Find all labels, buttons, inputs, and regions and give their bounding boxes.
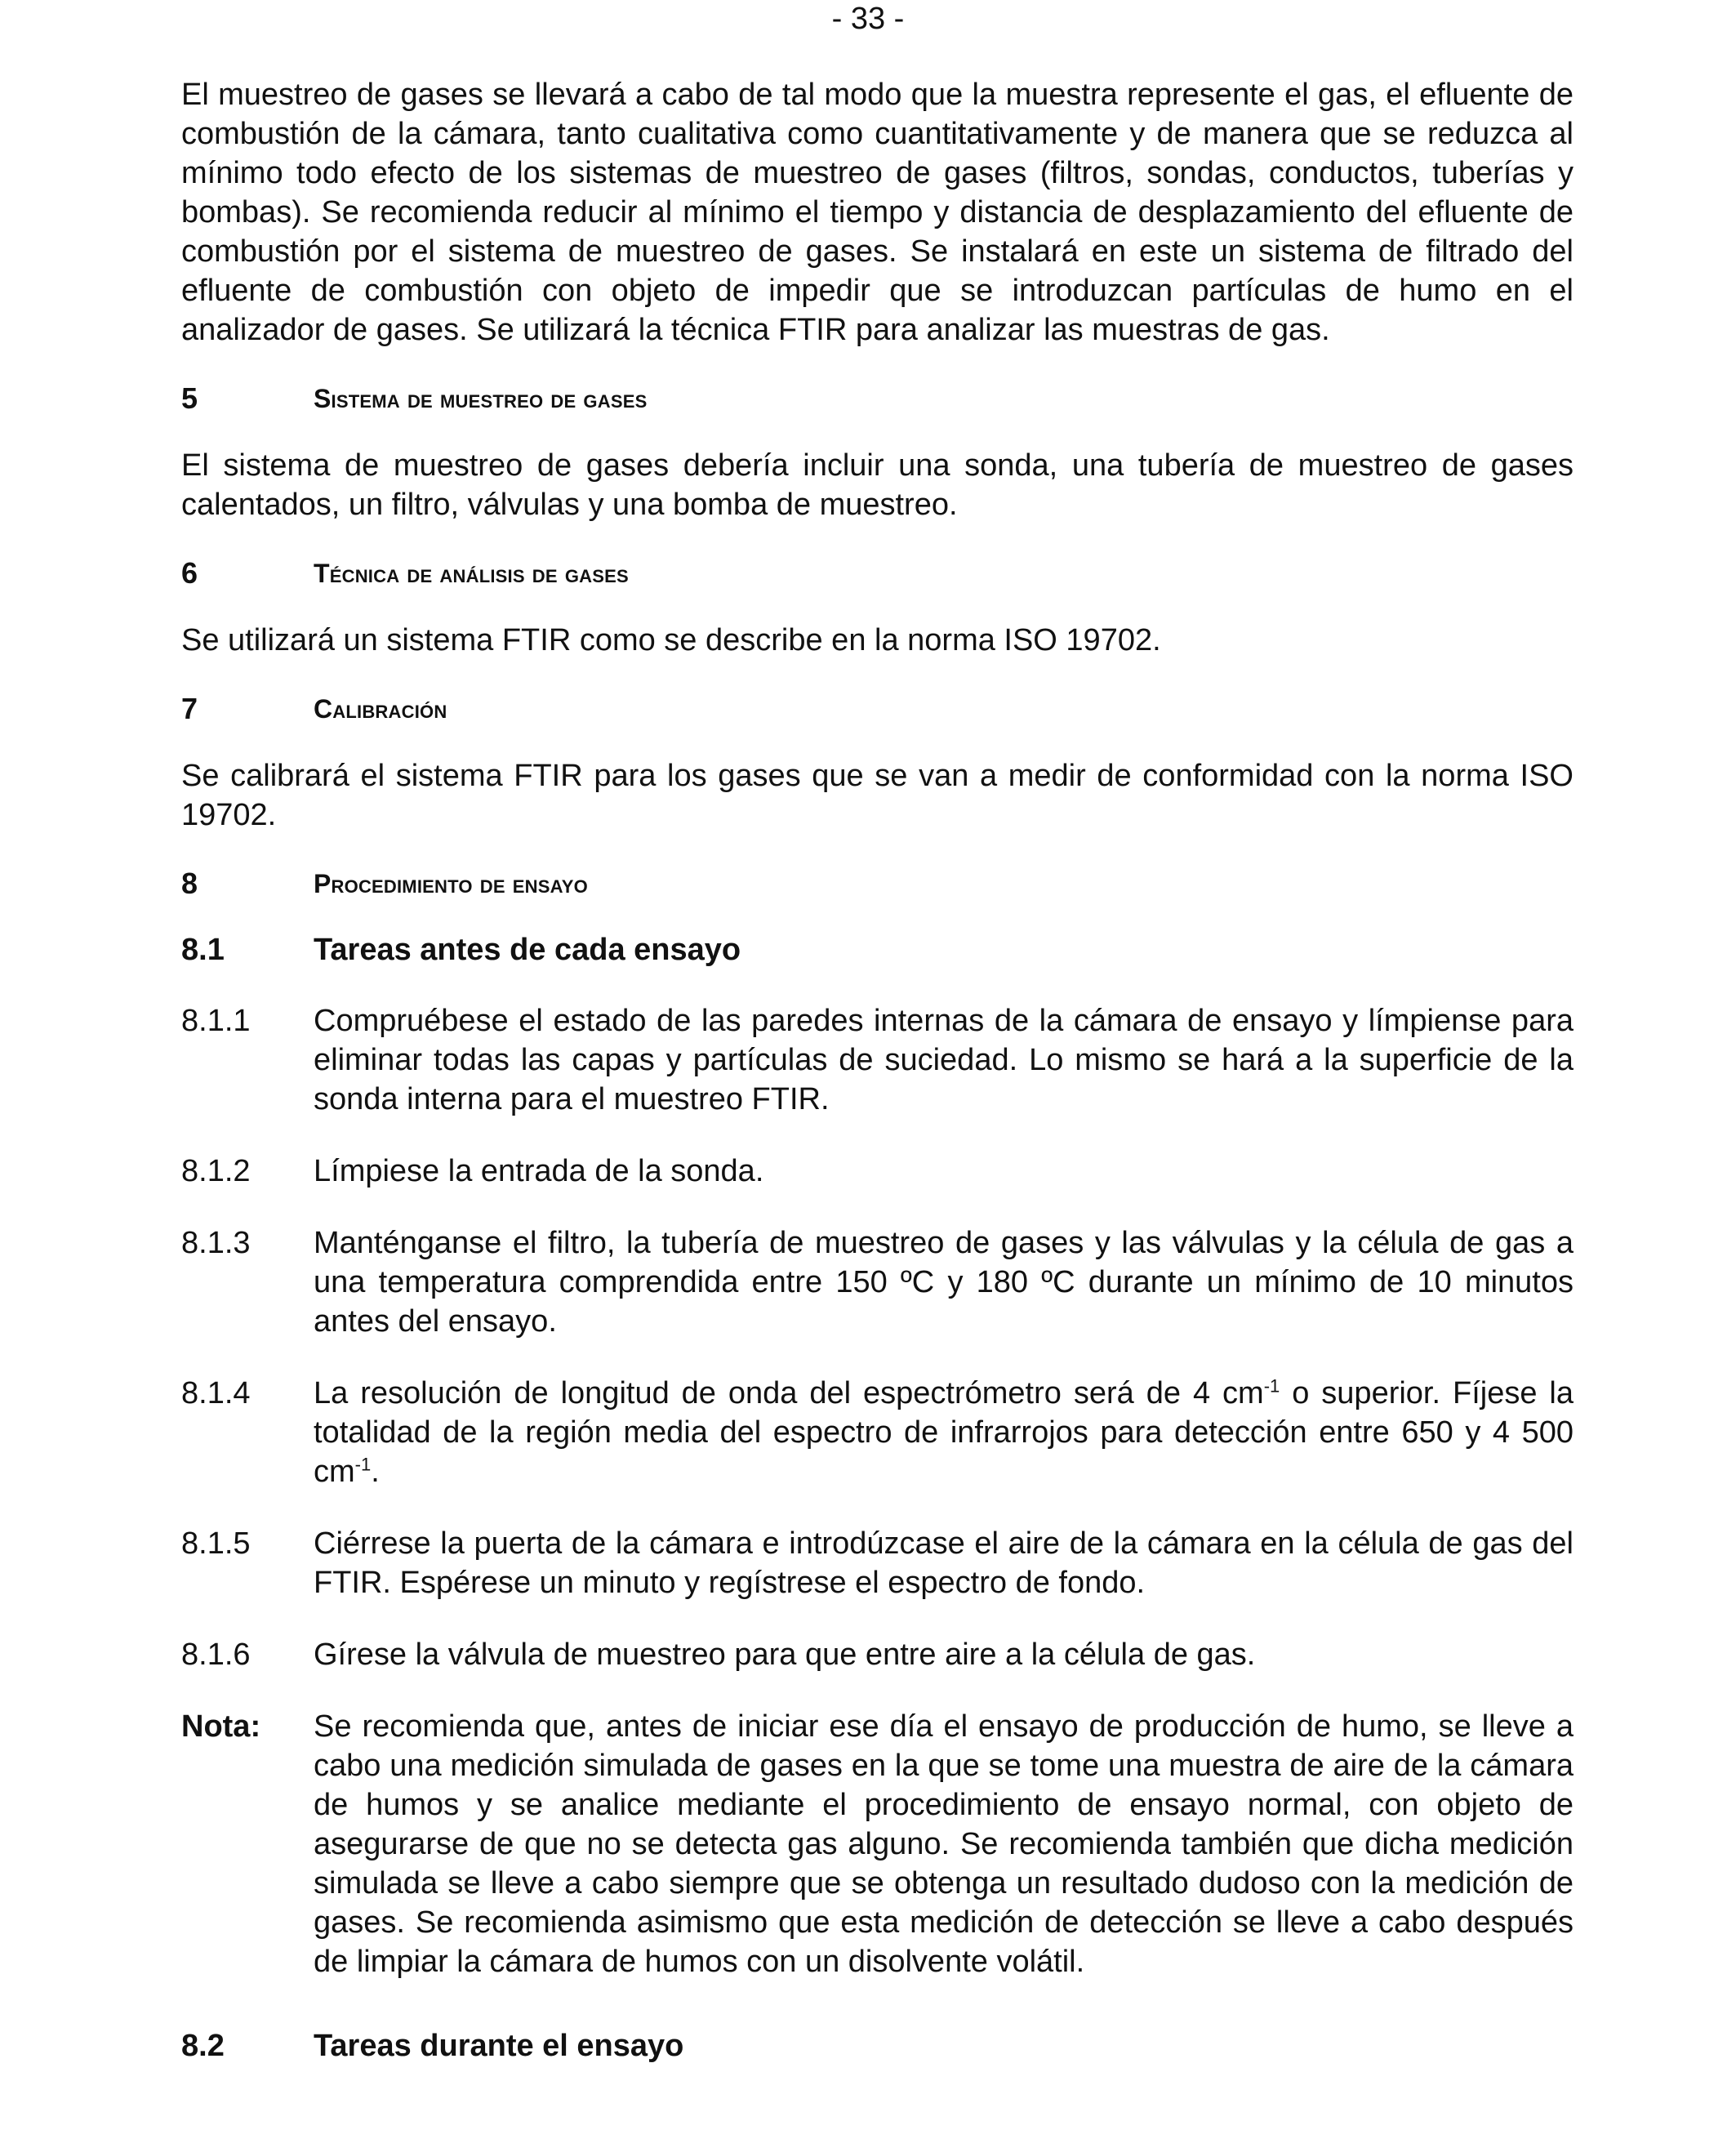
note-label: Nota:: [181, 1709, 261, 1744]
note-block: [181, 1707, 1574, 1981]
item-number: 8.1.1: [181, 1004, 251, 1038]
item-number: 8.1.5: [181, 1526, 251, 1561]
page-number: - 33 -: [831, 2, 905, 36]
item-number: 8.1.4: [181, 1376, 251, 1410]
subsection-heading-8-2: [181, 2027, 1574, 2065]
section-heading-7: [181, 693, 1574, 725]
item-text: Ciérrese la puerta de la cámara e introdúzcase el aire de la cámara en la célula de gas del FTIR. Espérese un minuto y regístrese el espectro de fondo.: [314, 1526, 1574, 1600]
intro-paragraph: El muestreo de gases se llevará a cabo de tal modo que la muestra represente el gas, el efluente de combustión de la cámara, tanto cualitativa como cuantitativamente y de manera que se reduzca al mínimo todo efecto de los sistemas de muestreo de gases (filtros, sondas, conductos, tuberías y bombas). Se recomienda reducir al mínimo el tiempo y distancia de desplazamiento del efluente de combustión por el sistema de muestreo de gases. Se instalará en este un sistema de filtrado del efluente de combustión con objeto de impedir que se introduzcan partículas de humo en el analizador de gases. Se utilizará la técnica FTIR para analizar las muestras de gas.: [181, 78, 1574, 347]
item-text-part: .: [371, 1455, 380, 1489]
section-number: 6: [181, 556, 198, 590]
section-5-paragraph: El sistema de muestreo de gases debería incluir una sonda, una tubería de muestreo de gases calentados, un filtro, válvulas y una bomba de muestreo.: [181, 448, 1574, 522]
item-text: Manténganse el filtro, la tubería de muestreo de gases y las válvulas y la célula de gas a una temperatura comprendida entre 150 ºC y 180 ºC durante un mínimo de 10 minutos antes del ensayo.: [314, 1226, 1574, 1339]
section-heading-6: [181, 557, 1574, 590]
section-title: Calibración: [314, 694, 447, 724]
superscript: -1: [1263, 1375, 1280, 1397]
section-title: Procedimiento de ensayo: [314, 869, 588, 898]
item-text: Gírese la válvula de muestreo para que entre aire a la célula de gas.: [314, 1638, 1256, 1672]
item-text-part: La resolución de longitud de onda del espectrómetro será de 4 cm: [314, 1376, 1264, 1410]
subsection-title: Tareas durante el ensayo: [314, 2029, 684, 2063]
section-6-paragraph: Se utilizará un sistema FTIR como se describe en la norma ISO 19702.: [181, 623, 1161, 657]
item-8-1-6: [181, 1635, 1574, 1674]
item-number: 8.1.3: [181, 1226, 251, 1260]
subsection-title: Tareas antes de cada ensayo: [314, 933, 741, 967]
item-8-1-3: [181, 1223, 1574, 1341]
section-heading-5: [181, 382, 1574, 415]
item-text: Compruébese el estado de las paredes internas de la cámara de ensayo y límpiense para eliminar todas las capas y partículas de suciedad. Lo mismo se hará a la superficie de la sonda interna para el muestreo FTIR.: [314, 1004, 1574, 1116]
item-text: Límpiese la entrada de la sonda.: [314, 1154, 764, 1188]
subsection-number: 8.2: [181, 2029, 225, 2063]
item-8-1-1: [181, 1001, 1574, 1119]
item-8-1-4: [181, 1374, 1574, 1491]
section-title: Sistema de muestreo de gases: [314, 384, 648, 413]
item-number: 8.1.6: [181, 1638, 251, 1672]
item-text: [314, 1374, 1574, 1491]
document-body: [181, 75, 1574, 2097]
section-7-paragraph: Se calibrará el sistema FTIR para los gases que se van a medir de conformidad con la norma ISO 19702.: [181, 759, 1574, 832]
item-8-1-5: [181, 1524, 1574, 1602]
item-number: 8.1.2: [181, 1154, 251, 1188]
section-heading-8: [181, 867, 1574, 900]
section-number: 5: [181, 381, 198, 415]
subsection-number: 8.1: [181, 933, 225, 967]
subsection-heading-8-1: [181, 931, 1574, 969]
superscript: -1: [354, 1454, 372, 1475]
item-text-part: o superior. Fíjese la totalidad de la región media del espectro de infrarrojos para detección entre 650 y 4 500 cm: [314, 1376, 1574, 1489]
item-8-1-2: [181, 1152, 1574, 1191]
section-number: 8: [181, 867, 198, 900]
note-text: Se recomienda que, antes de iniciar ese día el ensayo de producción de humo, se lleve a cabo una medición simulada de gases en la que se tome una muestra de aire de la cámara de humos y se analice mediante el procedimiento de ensayo normal, con objeto de asegurarse de que no se detecta gas alguno. Se recomienda también que dicha medición simulada se lleve a cabo siempre que se obtenga un resultado dudoso con la medición de gases. Se recomienda asimismo que esta medición de detección se lleve a cabo después de limpiar la cámara de humos con un disolvente volátil.: [314, 1709, 1574, 1979]
section-number: 7: [181, 692, 198, 725]
section-title: Técnica de análisis de gases: [314, 559, 629, 588]
